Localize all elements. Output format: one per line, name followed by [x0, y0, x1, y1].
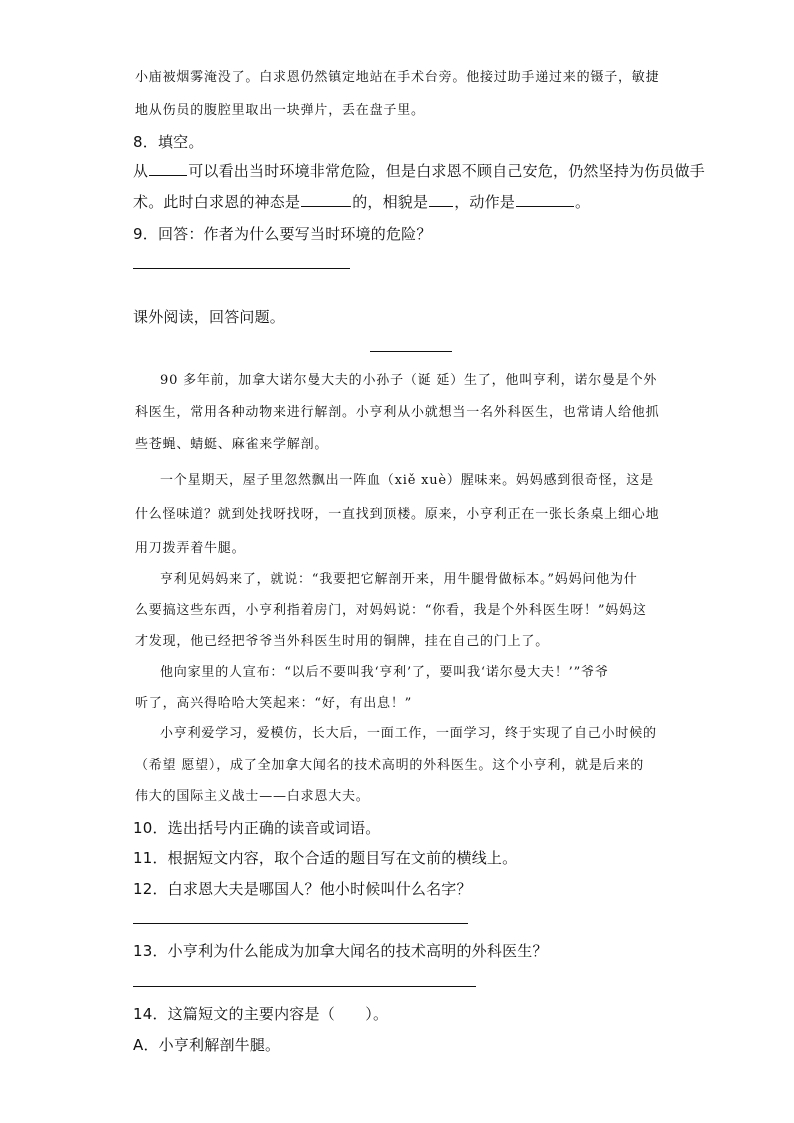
question-14: 14．这篇短文的主要内容是（ ）。	[133, 1005, 389, 1023]
fill-blank-4[interactable]	[516, 192, 574, 207]
answer-line-q12[interactable]	[133, 923, 468, 924]
q8-text: 从	[133, 162, 149, 180]
q8-text: 可以看出当时环境非常危险，但是白求恩不顾自己安危，仍然坚持为伤员做手	[188, 162, 706, 180]
story-line: 科医生，常用各种动物来进行解剖。小亨利从小就想当一名外科医生，也常请人给他抓	[135, 405, 660, 420]
q8-text: ，动作是	[454, 193, 516, 211]
question-12: 12．白求恩大夫是哪国人？他小时候叫什么名字？	[133, 880, 472, 898]
question-8-line-1	[133, 160, 705, 181]
q8-text: 的，相貌是	[352, 193, 429, 211]
story-line: 小亨利爱学习，爱模仿，长大后，一面工作，一面学习，终于实现了自己小时候的	[160, 726, 657, 741]
story-line: （希望 愿望），成了全加拿大闻名的技术高明的外科医生。这个小亨利，就是后来的	[135, 758, 645, 773]
q8-text: 。	[575, 193, 591, 211]
question-10: 10．选出括号内正确的读音或词语。	[133, 819, 381, 837]
fill-blank-3[interactable]	[429, 192, 453, 207]
passage-line: 小庙被烟雾淹没了。白求恩仍然镇定地站在手术台旁。他接过助手递过来的镊子，敏捷	[135, 70, 660, 85]
story-line: 伟大的国际主义战士——白求恩大夫。	[135, 789, 370, 804]
passage-line: 地从伤员的腹腔里取出一块弹片，丢在盘子里。	[135, 103, 425, 118]
answer-line-q9[interactable]	[133, 268, 350, 269]
story-line: 听了，高兴得哈哈大笑起来：“好，有出息！”	[135, 696, 413, 711]
story-line: 什么怪味道？就到处找呀找呀，一直找到顶楼。原来，小亨利正在一张长条桌上细心地	[135, 507, 660, 522]
story-line: 亨利见妈妈来了，就说：“我要把它解剖开来，用牛腿骨做标本。”妈妈问他为什	[160, 572, 638, 587]
fill-blank-2[interactable]	[301, 192, 351, 207]
story-line: 用刀拨弄着牛腿。	[135, 541, 246, 556]
story-line: 才发现，他已经把爷爷当外科医生时用的铜牌，挂在自己的门上了。	[135, 634, 550, 649]
fill-blank-1[interactable]	[149, 161, 187, 176]
q8-text: 术。此时白求恩的神态是	[133, 193, 301, 211]
question-9: 9．回答：作者为什么要写当时环境的危险？	[133, 225, 432, 243]
story-line: 些苍蝇、蜻蜓、麻雀来学解剖。	[135, 437, 329, 452]
answer-line-q13[interactable]	[133, 986, 476, 987]
question-11: 11．根据短文内容，取个合适的题目写在文前的横线上。	[133, 849, 518, 867]
story-line: 他向家里的人宣布：“以后不要叫我‘亨利’了，要叫我‘诺尔曼大夫！’”爷爷	[160, 665, 609, 680]
story-title-blank[interactable]	[370, 351, 452, 352]
question-8-title: 8．填空。	[133, 133, 204, 151]
question-13: 13．小亨利为什么能成为加拿大闻名的技术高明的外科医生？	[133, 942, 548, 960]
question-14-option-a[interactable]: A．小亨利解剖牛腿。	[133, 1036, 281, 1054]
story-line: 90 多年前，加拿大诺尔曼大夫的小孙子（诞 延）生了，他叫亨利，诺尔曼是个外	[160, 373, 658, 388]
question-8-line-2	[133, 191, 590, 212]
story-line: 么要搞这些东西，小亨利指着房门，对妈妈说：“你看，我是个外科医生呀！”妈妈这	[135, 603, 647, 618]
story-line: 一个星期天，屋子里忽然飘出一阵血（xiě xuè）腥味来。妈妈感到很奇怪，这是	[160, 473, 654, 488]
section-title: 课外阅读，回答问题。	[133, 308, 286, 326]
